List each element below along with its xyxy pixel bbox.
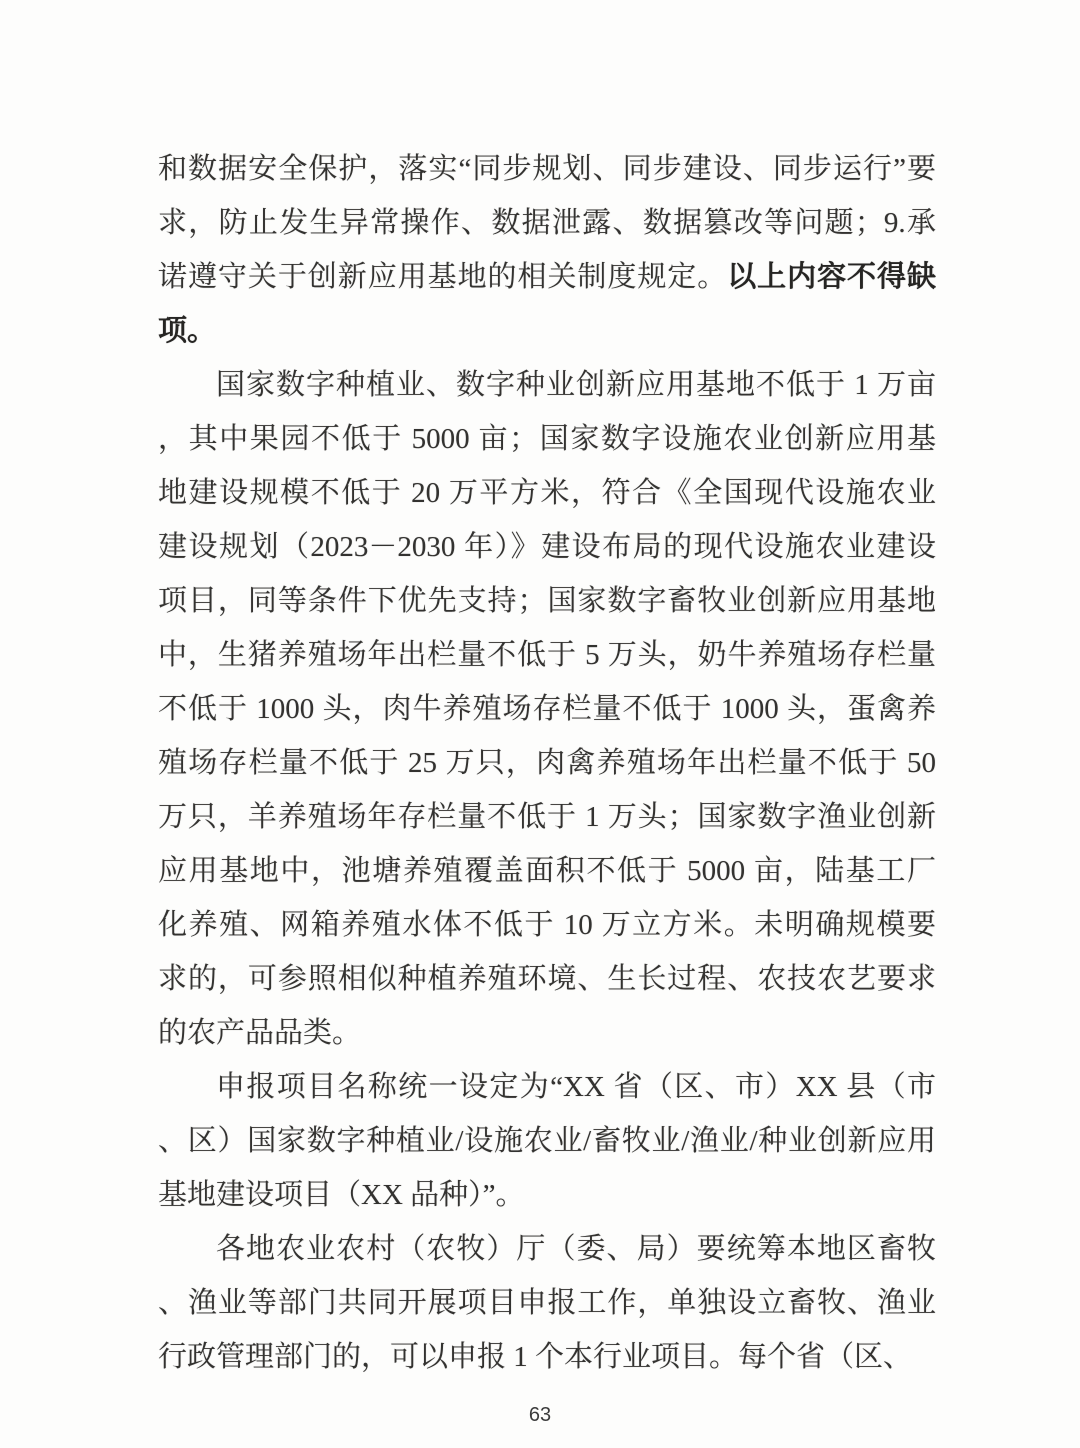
bold-text-segment: 项。 (158, 315, 217, 347)
text-line (158, 790, 936, 844)
paragraph-project-naming-convention (158, 1060, 936, 1222)
text-line (158, 898, 936, 952)
document-body (158, 142, 936, 1384)
text-segment: 各地农业农村（农牧）厅（委、局）要统筹本地区畜牧 (216, 1233, 936, 1265)
text-segment: 行政管理部门的，可以申报 1 个本行业项目。每个省（区、 (158, 1341, 913, 1373)
paragraph-security-requirements-continued (158, 142, 936, 358)
text-line (158, 1060, 936, 1114)
text-line (158, 520, 936, 574)
text-line (158, 196, 936, 250)
text-segment: 建设规划（2023－2030 年）》建设布局的现代设施农业建设 (158, 531, 936, 563)
bold-text-segment: 以上内容不得缺 (727, 261, 936, 293)
paragraph-scale-requirements (158, 358, 936, 1060)
text-segment: 项目，同等条件下优先支持；国家数字畜牧业创新应用基地 (158, 585, 936, 617)
text-line (158, 844, 936, 898)
text-segment: 求的，可参照相似种植养殖环境、生长过程、农技农艺要求 (158, 963, 936, 995)
text-line (158, 1114, 936, 1168)
text-segment: 申报项目名称统一设定为“XX 省（区、市）XX 县（市 (216, 1071, 936, 1103)
text-segment: 国家数字种植业、数字种业创新应用基地不低于 1 万亩 (216, 369, 936, 401)
text-segment: 、渔业等部门共同开展项目申报工作，单独设立畜牧、渔业 (158, 1287, 936, 1319)
text-segment: 万只，羊养殖场年存栏量不低于 1 万头；国家数字渔业创新 (158, 801, 936, 833)
text-segment: 诺遵守关于创新应用基地的相关制度规定。 (158, 261, 728, 293)
text-segment: ，其中果园不低于 5000 亩；国家数字设施农业创新应用基 (158, 423, 936, 455)
text-line (158, 250, 936, 304)
page-number: 63 (528, 1404, 552, 1426)
text-line (158, 142, 936, 196)
text-segment: 化养殖、网箱养殖水体不低于 10 万立方米。未明确规模要 (158, 909, 936, 941)
text-segment: 和数据安全保护，落实“同步规划、同步建设、同步运行”要 (158, 153, 936, 185)
text-segment: 基地建设项目（XX 品种）”。 (158, 1179, 525, 1211)
text-segment: 的农产品品类。 (158, 1017, 362, 1049)
text-line (158, 358, 936, 412)
text-segment: 殖场存栏量不低于 25 万只，肉禽养殖场年出栏量不低于 50 (158, 747, 936, 779)
text-line (158, 304, 936, 358)
text-segment: 中，生猪养殖场年出栏量不低于 5 万头，奶牛养殖场存栏量 (158, 639, 936, 671)
text-line (158, 736, 936, 790)
text-segment: 应用基地中，池塘养殖覆盖面积不低于 5000 亩，陆基工厂 (158, 855, 936, 887)
text-line (158, 466, 936, 520)
text-line (158, 952, 936, 1006)
text-line (158, 1222, 936, 1276)
text-segment: 不低于 1000 头，肉牛养殖场存栏量不低于 1000 头，蛋禽养 (158, 693, 936, 725)
text-line (158, 1276, 936, 1330)
paragraph-application-coordination (158, 1222, 936, 1384)
text-line (158, 628, 936, 682)
text-segment: 求，防止发生异常操作、数据泄露、数据篡改等问题；9.承 (158, 207, 936, 239)
text-line (158, 1168, 936, 1222)
text-line (158, 1330, 936, 1384)
text-line (158, 1006, 936, 1060)
text-line (158, 682, 936, 736)
text-segment: 地建设规模不低于 20 万平方米，符合《全国现代设施农业 (158, 477, 936, 509)
text-segment: 、区）国家数字种植业/设施农业/畜牧业/渔业/种业创新应用 (158, 1125, 936, 1157)
text-line (158, 412, 936, 466)
text-line (158, 574, 936, 628)
